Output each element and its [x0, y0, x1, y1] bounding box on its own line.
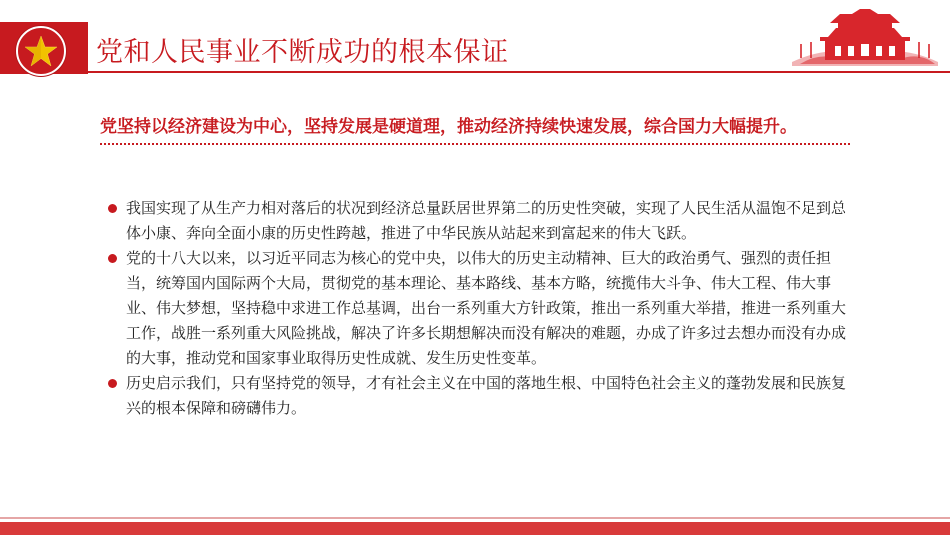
footer-band [0, 522, 950, 535]
star-icon [24, 34, 58, 68]
tiananmen-gate-icon [790, 4, 940, 72]
bullet-dot-icon [108, 379, 117, 388]
headline-statement: 党坚持以经济建设为中心，坚持发展是硬道理，推动经济持续快速发展，综合国力大幅提升。 [100, 117, 797, 137]
list-item-text: 历史启示我们，只有坚持党的领导，才有社会主义在中国的落地生根、中国特色社会主义的蓬勃发展和民族复兴的根本保障和磅礴伟力。 [126, 374, 847, 417]
bullet-dot-icon [108, 254, 117, 263]
page-title: 党和人民事业不断成功的根本保证 [96, 37, 509, 68]
star-badge [16, 26, 66, 76]
bullet-list [108, 196, 848, 421]
footer-thin-line [0, 517, 950, 519]
bullet-dot-icon [108, 204, 117, 213]
list-item [108, 196, 848, 246]
list-item-text: 党的十八大以来，以习近平同志为核心的党中央，以伟大的历史主动精神、巨大的政治勇气、强烈的责任担当，统筹国内国际两个大局，贯彻党的基本理论、基本路线、基本方略，统揽伟大斗争、伟大工程、伟大事业、伟大梦想，坚持稳中求进工作总基调，出台一系列重大方针政策，推出一系列重大举措，推进一系列重大工作，战胜一系列重大风险挑战，解决了许多长期想解决而没有解决的难题，办成了许多过去想办而没有办成的大事，推动党和国家事业取得历史性成就、发生历史性变革。 [126, 249, 847, 367]
list-item-text: 我国实现了从生产力相对落后的状况到经济总量跃居世界第二的历史性突破，实现了人民生活从温饱不足到总体小康、奔向全面小康的历史性跨越，推进了中华民族从站起来到富起来的伟大飞跃。 [126, 199, 847, 242]
headline-divider [100, 143, 850, 145]
list-item [108, 246, 848, 371]
list-item [108, 371, 848, 421]
